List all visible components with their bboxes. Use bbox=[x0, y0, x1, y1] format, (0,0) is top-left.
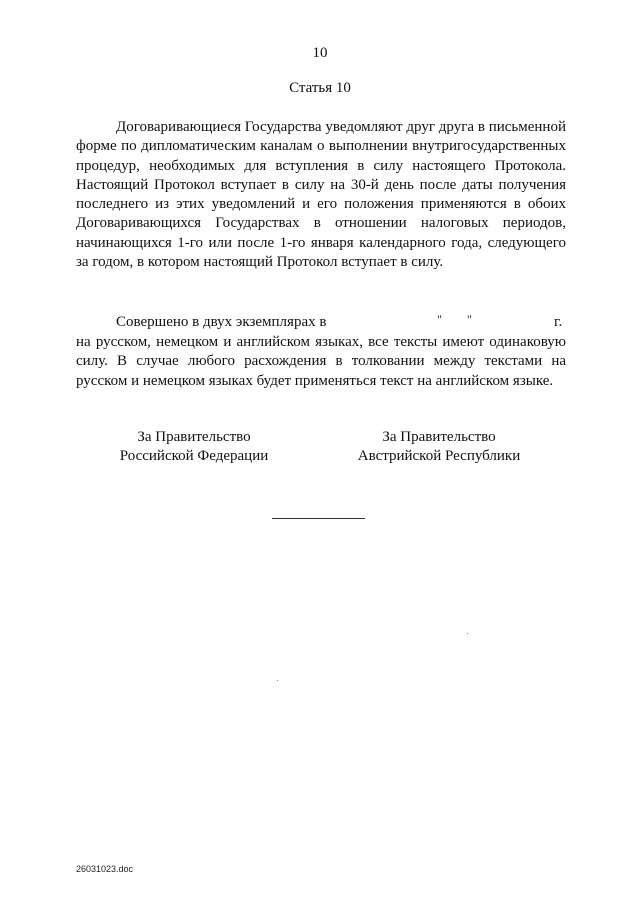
signature-austria-line2: Австрийской Республики bbox=[357, 448, 521, 465]
scan-speck bbox=[467, 633, 468, 634]
scan-speck bbox=[277, 680, 278, 681]
footer-filename: 26031023.doc bbox=[76, 864, 134, 874]
date-quote-open: " bbox=[437, 312, 442, 326]
end-divider-line bbox=[272, 518, 365, 519]
article-paragraph-entry-into-force: Договаривающиеся Государства уведомляют друг друга в письменной форме по дипломатическим каналам о выполнении внутригосударственных процедур, необходимых для вступления в силу настоящего Протокола. Настоящий Протокол вступает в силу на 30-й день после даты получения последнего из этих уведомлений и его положения применяются в обоих Договаривающихся Государствах в отношении налоговых периодов, начинающихся 1-го или после 1-го января календарного года, следующего за годом, в котором настоящий Протокол вступает в силу. bbox=[76, 119, 566, 271]
signature-russia-line1: За Правительство bbox=[137, 429, 251, 445]
year-suffix: г. bbox=[554, 314, 563, 330]
article-paragraph-languages: на русском, немецком и английском языках, все тексты имеют одинаковую силу. В случае любого расхождения в толковании между текстами на русском и немецком языках будет применяться текст на английском языке. bbox=[76, 334, 566, 389]
signing-place-line: Совершено в двух экземплярах в bbox=[116, 314, 327, 330]
signature-russia-line2: Российской Федерации bbox=[119, 448, 269, 465]
page-number: 10 bbox=[312, 45, 328, 61]
date-quote-close: " bbox=[467, 312, 472, 326]
signature-block-russia bbox=[104, 428, 284, 467]
signature-block-austria bbox=[344, 428, 534, 467]
article-title: Статья 10 bbox=[289, 80, 351, 96]
signature-austria-line1: За Правительство bbox=[382, 429, 496, 445]
